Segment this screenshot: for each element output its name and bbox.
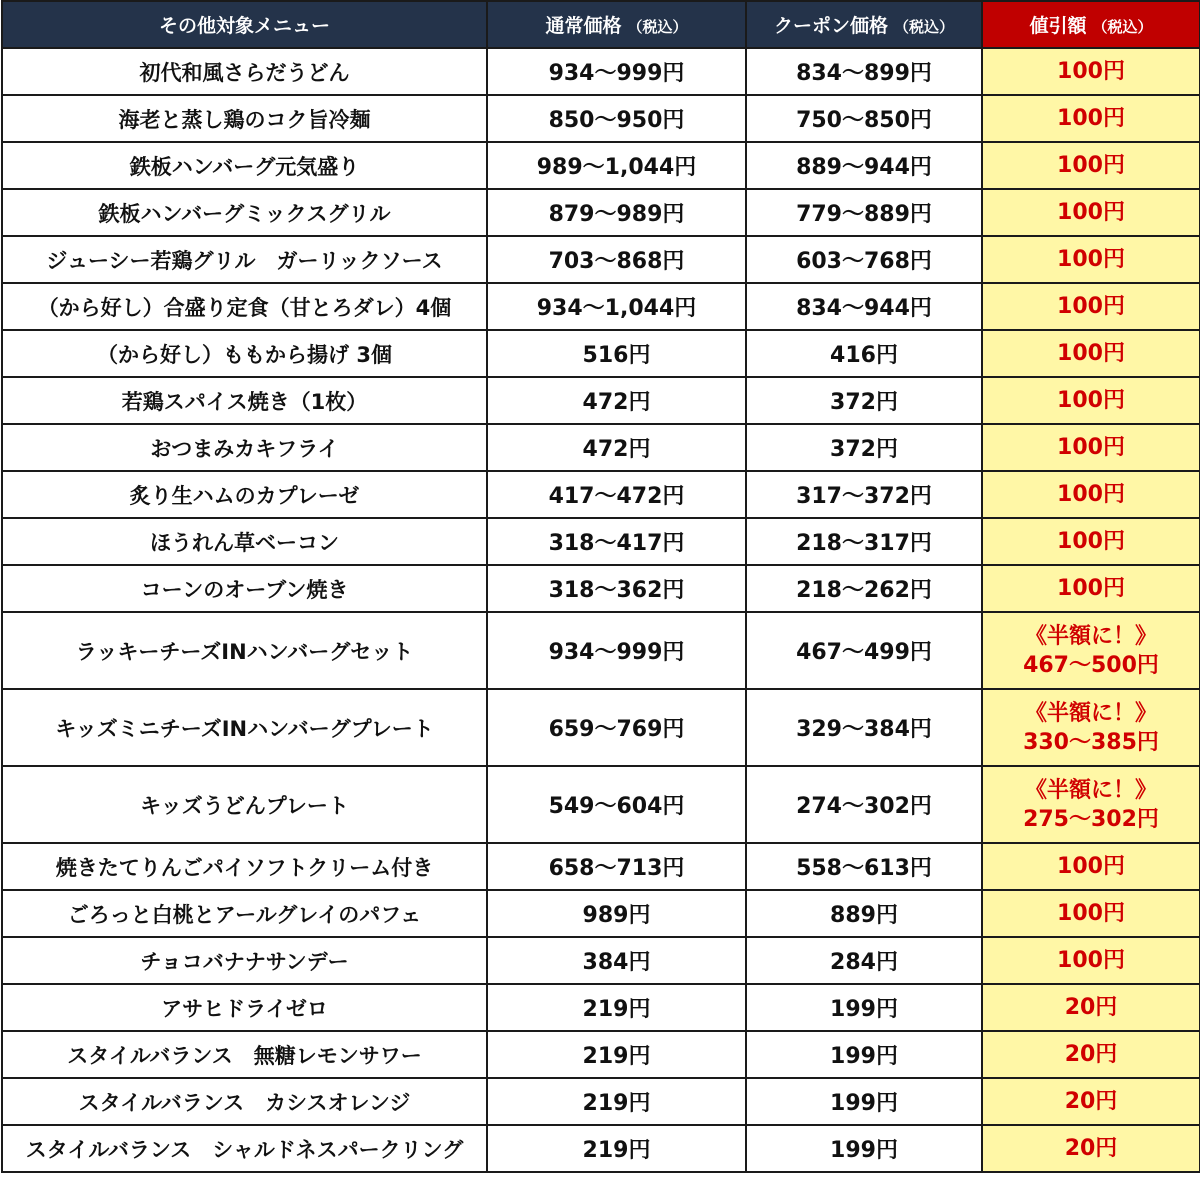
regular-price: 549～604円 [487,766,746,843]
menu-name: チョコバナナサンデー [2,937,487,984]
menu-name: アサヒドライゼロ [2,984,487,1031]
table-row [2,471,1200,518]
discount-amount: 100円 [982,843,1200,890]
menu-name: 焼きたてりんごパイソフトクリーム付き [2,843,487,890]
table-row [2,330,1200,377]
tax-note: （税込） [1092,18,1153,36]
table-header-row [2,1,1200,48]
half-price-range: 330～385円 [1023,729,1159,755]
coupon-price: 372円 [746,424,982,471]
discount-amount: 100円 [982,330,1200,377]
coupon-price: 199円 [746,984,982,1031]
menu-name: キッズうどんプレート [2,766,487,843]
coupon-price: 834～899円 [746,48,982,95]
regular-price: 989～1,044円 [487,142,746,189]
discount-amount: 100円 [982,377,1200,424]
regular-price: 989円 [487,890,746,937]
regular-price: 318～417円 [487,518,746,565]
menu-name: ほうれん草ベーコン [2,518,487,565]
discount-amount: 100円 [982,471,1200,518]
regular-price: 318～362円 [487,565,746,612]
menu-name: 鉄板ハンバーグ元気盛り [2,142,487,189]
discount-amount [982,766,1200,843]
table-row [2,95,1200,142]
coupon-price: 750～850円 [746,95,982,142]
regular-price: 384円 [487,937,746,984]
header-regular-price: 通常価格 （税込） [487,1,746,48]
regular-price: 659～769円 [487,689,746,766]
discount-amount: 100円 [982,142,1200,189]
regular-price: 516円 [487,330,746,377]
discount-amount: 20円 [982,1078,1200,1125]
menu-name: ジューシー若鶏グリル ガーリックソース [2,236,487,283]
table-row [2,937,1200,984]
regular-price: 219円 [487,984,746,1031]
table-row [2,518,1200,565]
regular-price: 472円 [487,424,746,471]
menu-name: （から好し）ももから揚げ 3個 [2,330,487,377]
regular-price: 934～999円 [487,48,746,95]
header-menu: その他対象メニュー [2,1,487,48]
menu-table-container [1,0,1199,1173]
coupon-price: 889～944円 [746,142,982,189]
half-price-range: 467～500円 [1023,652,1159,678]
discount-amount [982,612,1200,689]
discount-amount: 100円 [982,95,1200,142]
regular-price: 879～989円 [487,189,746,236]
half-price-badge: 《半額に！》 [1024,623,1157,649]
discount-amount: 100円 [982,189,1200,236]
coupon-price: 284円 [746,937,982,984]
menu-name: 炙り生ハムのカプレーゼ [2,471,487,518]
table-row [2,766,1200,843]
coupon-price: 467～499円 [746,612,982,689]
coupon-price: 889円 [746,890,982,937]
coupon-price: 372円 [746,377,982,424]
coupon-price: 317～372円 [746,471,982,518]
table-row [2,843,1200,890]
menu-name: スタイルバランス 無糖レモンサワー [2,1031,487,1078]
menu-name: コーンのオーブン焼き [2,565,487,612]
regular-price: 219円 [487,1031,746,1078]
regular-price: 934～999円 [487,612,746,689]
regular-price: 219円 [487,1125,746,1172]
regular-price: 219円 [487,1078,746,1125]
discount-amount: 20円 [982,1125,1200,1172]
table-row [2,565,1200,612]
table-row [2,189,1200,236]
discount-amount: 100円 [982,890,1200,937]
discount-amount: 20円 [982,984,1200,1031]
half-price-range: 275～302円 [1023,806,1159,832]
coupon-price: 218～317円 [746,518,982,565]
coupon-price: 558～613円 [746,843,982,890]
discount-amount: 100円 [982,565,1200,612]
discount-amount: 20円 [982,1031,1200,1078]
menu-name: 若鶏スパイス焼き（1枚） [2,377,487,424]
discount-amount [982,689,1200,766]
regular-price: 658～713円 [487,843,746,890]
tax-note: （税込） [627,18,688,36]
coupon-price: 199円 [746,1125,982,1172]
table-row [2,984,1200,1031]
discount-amount: 100円 [982,48,1200,95]
menu-name: 鉄板ハンバーグミックスグリル [2,189,487,236]
discount-amount: 100円 [982,937,1200,984]
table-row [2,236,1200,283]
half-price-badge: 《半額に！》 [1024,777,1157,803]
table-row [2,283,1200,330]
discount-amount: 100円 [982,236,1200,283]
menu-name: 海老と蒸し鶏のコク旨冷麺 [2,95,487,142]
table-row [2,48,1200,95]
coupon-price: 834～944円 [746,283,982,330]
menu-name: スタイルバランス カシスオレンジ [2,1078,487,1125]
coupon-price: 199円 [746,1078,982,1125]
discount-amount: 100円 [982,283,1200,330]
discount-amount: 100円 [982,424,1200,471]
menu-name: （から好し）合盛り定食（甘とろダレ）4個 [2,283,487,330]
coupon-price: 218～262円 [746,565,982,612]
table-row [2,890,1200,937]
regular-price: 850～950円 [487,95,746,142]
table-row [2,612,1200,689]
table-row [2,1125,1200,1172]
half-price-badge: 《半額に！》 [1024,700,1157,726]
tax-note: （税込） [894,18,955,36]
regular-price: 934～1,044円 [487,283,746,330]
menu-name: ごろっと白桃とアールグレイのパフェ [2,890,487,937]
table-row [2,424,1200,471]
menu-name: ラッキーチーズINハンバーグセット [2,612,487,689]
coupon-price: 274～302円 [746,766,982,843]
coupon-price: 416円 [746,330,982,377]
menu-name: キッズミニチーズINハンバーグプレート [2,689,487,766]
regular-price: 472円 [487,377,746,424]
table-row [2,377,1200,424]
coupon-price: 199円 [746,1031,982,1078]
table-row [2,1078,1200,1125]
regular-price: 703～868円 [487,236,746,283]
coupon-price: 603～768円 [746,236,982,283]
regular-price: 417～472円 [487,471,746,518]
menu-name: おつまみカキフライ [2,424,487,471]
header-discount: 値引額 （税込） [982,1,1200,48]
menu-name: スタイルバランス シャルドネスパークリング [2,1125,487,1172]
table-row [2,142,1200,189]
menu-price-table [1,0,1200,1173]
table-row [2,689,1200,766]
coupon-price: 329～384円 [746,689,982,766]
discount-amount: 100円 [982,518,1200,565]
coupon-price: 779～889円 [746,189,982,236]
menu-name: 初代和風さらだうどん [2,48,487,95]
header-coupon-price: クーポン価格 （税込） [746,1,982,48]
table-row [2,1031,1200,1078]
